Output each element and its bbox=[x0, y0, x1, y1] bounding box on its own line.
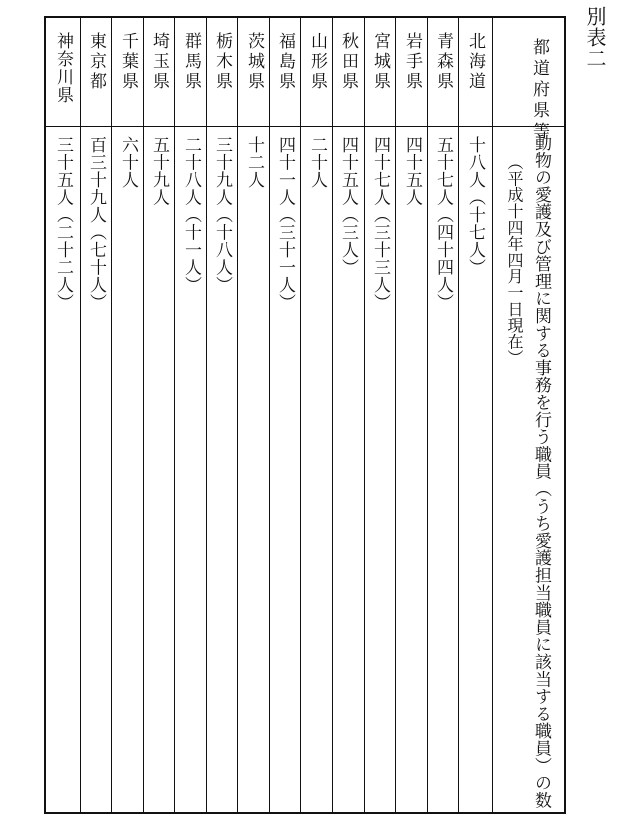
row-prefecture: 茨城県 bbox=[244, 32, 264, 92]
header-main-label: 動物の愛護及び管理に関する事務を行う職員（うち愛護担当職員に該当する職員）の数 bbox=[531, 134, 551, 809]
row-value: 三十九人（十八人） bbox=[212, 136, 232, 294]
row-prefecture: 埼玉県 bbox=[149, 32, 169, 92]
row-value: 四十五人 bbox=[402, 136, 422, 206]
row-prefecture: 宮城県 bbox=[370, 32, 390, 92]
column-divider bbox=[174, 18, 175, 812]
row-prefecture: 秋田県 bbox=[338, 32, 358, 92]
column-divider bbox=[111, 18, 112, 812]
row-prefecture: 青森県 bbox=[433, 32, 453, 92]
column-divider bbox=[458, 18, 459, 812]
row-prefecture: 群馬県 bbox=[181, 32, 201, 92]
row-prefecture: 岩手県 bbox=[402, 32, 422, 92]
row-value: 五十七人（四十四人） bbox=[433, 136, 453, 311]
row-value: 百三十九人（七十人） bbox=[86, 136, 106, 311]
column-divider bbox=[332, 18, 333, 812]
column-divider bbox=[237, 18, 238, 812]
row-value: 十二人 bbox=[244, 136, 264, 189]
row-prefecture: 福島県 bbox=[275, 32, 295, 92]
row-value: 二十八人（十一人） bbox=[181, 136, 201, 294]
column-divider bbox=[206, 18, 207, 812]
column-divider bbox=[300, 18, 301, 812]
column-divider bbox=[269, 18, 270, 812]
row-value: 六十人 bbox=[118, 136, 138, 189]
column-divider bbox=[364, 18, 365, 812]
row-value: 十八人（十七人） bbox=[465, 136, 485, 276]
column-divider bbox=[427, 18, 428, 812]
data-table bbox=[44, 16, 566, 814]
row-prefecture: 神奈川県 bbox=[53, 32, 73, 104]
header-prefecture-label: 都道府県等 bbox=[529, 38, 549, 143]
row-value: 四十五人（三人） bbox=[338, 136, 358, 276]
column-divider bbox=[143, 18, 144, 812]
table-title: 別表二 bbox=[583, 6, 607, 69]
column-divider bbox=[395, 18, 396, 812]
row-value: 二十人 bbox=[307, 136, 327, 189]
row-prefecture: 栃木県 bbox=[212, 32, 232, 92]
column-divider bbox=[492, 18, 493, 812]
row-value: 四十七人（三十三人） bbox=[370, 136, 390, 311]
row-prefecture: 千葉県 bbox=[118, 32, 138, 92]
row-value: 四十一人（三十一人） bbox=[275, 136, 295, 311]
row-value: 三十五人（二十二人） bbox=[53, 136, 73, 311]
row-prefecture: 東京都 bbox=[86, 32, 106, 92]
header-divider bbox=[46, 126, 564, 127]
row-value: 五十九人 bbox=[149, 136, 169, 206]
header-date-label: （平成十四年四月一日現在） bbox=[505, 154, 524, 366]
column-divider bbox=[80, 18, 81, 812]
row-prefecture: 山形県 bbox=[307, 32, 327, 92]
row-prefecture: 北海道 bbox=[465, 32, 485, 92]
